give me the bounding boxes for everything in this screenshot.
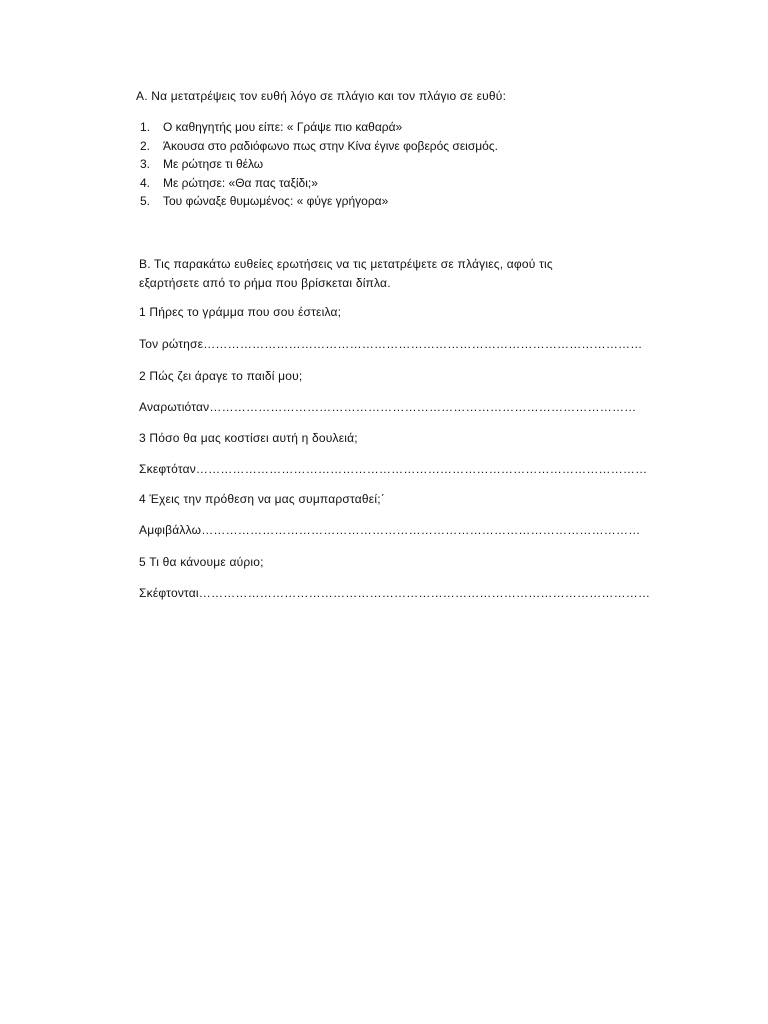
list-item-number: 1. <box>140 120 151 134</box>
list-item <box>140 118 498 137</box>
list-item-text: Του φώναξε θυμωμένος: « φύγε γρήγορα» <box>163 194 389 208</box>
question-4: 4 Έχεις την πρόθεση να μας συμπαρσταθεί;΄ <box>139 492 385 506</box>
answer-line-1: Τον ρώτησε……………………………………………………………………………………………… <box>139 337 643 351</box>
answer-line-2: Αναρωτιόταν…………………………………………………………………………………………… <box>139 400 637 414</box>
list-item-number: 3. <box>140 157 151 171</box>
question-5: 5 Τι θα κάνουμε αύριο; <box>139 555 264 569</box>
section-b-title: Β. Τις παρακάτω ευθείες ερωτήσεις να τις μετατρέψετε σε πλάγιες, αφού τις <box>139 257 553 271</box>
list-item <box>140 174 498 193</box>
section-b-title-continued: εξαρτήσετε από το ρήμα που βρίσκεται δίπλα. <box>139 276 391 290</box>
list-item-number: 5. <box>140 194 151 208</box>
list-item-number: 4. <box>140 175 151 190</box>
answer-line-5: Σκέφτονται………………………………………………………………………………………………… <box>139 586 651 600</box>
list-item <box>140 137 498 156</box>
answer-line-3: Σκεφτόταν………………………………………………………………………………………………… <box>139 462 648 476</box>
question-3: 3 Πόσο θα μας κοστίσει αυτή η δουλειά; <box>139 431 358 445</box>
list-item-text: Άκουσα στο ραδιόφωνο πως στην Κίνα έγινε φοβερός σεισμός. <box>163 138 498 153</box>
list-item <box>140 192 498 211</box>
question-1: 1 Πήρες το γράμμα που σου έστειλα; <box>139 305 342 319</box>
list-item-text: Με ρώτησε: «Θα πας ταξίδι;» <box>163 175 318 190</box>
list-item <box>140 155 498 174</box>
list-item-text: Ο καθηγητής μου είπε: « Γράψε πιο καθαρά» <box>163 120 403 134</box>
section-a-title: Α. Να μετατρέψεις τον ευθή λόγο σε πλάγιο και τον πλάγιο σε ευθύ: <box>136 89 507 103</box>
question-2: 2 Πώς ζει άραγε το παιδί μου; <box>139 369 303 383</box>
section-a-list <box>140 118 498 211</box>
list-item-text: Με ρώτησε τι θέλω <box>163 157 264 171</box>
answer-line-4: Αμφιβάλλω……………………………………………………………………………………………… <box>139 523 641 537</box>
list-item-number: 2. <box>140 138 151 153</box>
